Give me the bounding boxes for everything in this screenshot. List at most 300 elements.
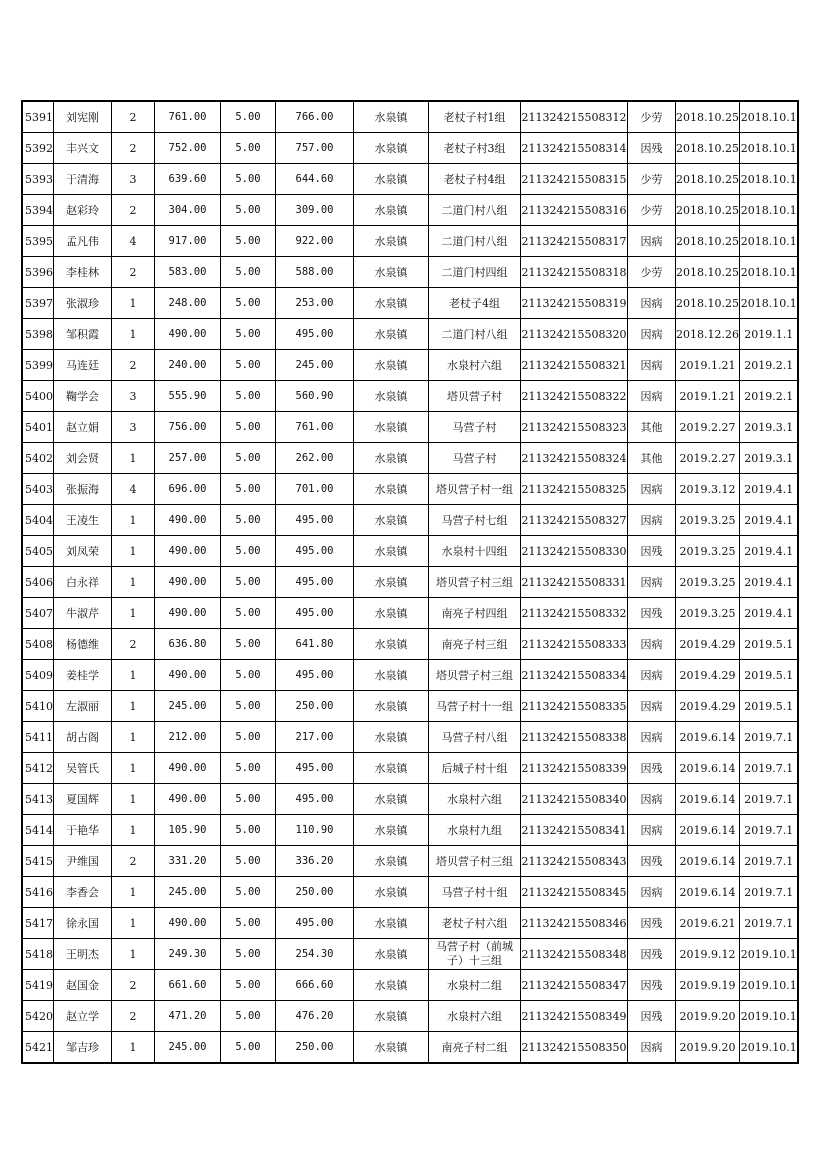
total-amount-cell: 250.00 bbox=[276, 877, 354, 908]
subsidy-amount-cell: 761.00 bbox=[155, 101, 221, 133]
total-amount-cell: 476.20 bbox=[276, 1001, 354, 1032]
start-date-cell: 2019.5.1 bbox=[739, 660, 798, 691]
id-number-cell: 211324215508330 bbox=[521, 536, 628, 567]
reason-cell: 因残 bbox=[628, 133, 676, 164]
name-cell: 姜桂学 bbox=[54, 660, 112, 691]
row-number: 5419 bbox=[22, 970, 54, 1001]
row-number: 5391 bbox=[22, 101, 54, 133]
name-cell: 尹维国 bbox=[54, 846, 112, 877]
approval-date-cell: 2019.3.25 bbox=[676, 536, 740, 567]
town-cell: 水泉镇 bbox=[354, 133, 429, 164]
row-number: 5416 bbox=[22, 877, 54, 908]
approval-date-cell: 2019.6.14 bbox=[676, 846, 740, 877]
approval-date-cell: 2019.3.25 bbox=[676, 567, 740, 598]
total-amount-cell: 495.00 bbox=[276, 319, 354, 350]
subsidy-amount-cell: 245.00 bbox=[155, 691, 221, 722]
household-size-cell: 1 bbox=[112, 567, 155, 598]
approval-date-cell: 2019.2.27 bbox=[676, 412, 740, 443]
id-number-cell: 211324215508325 bbox=[521, 474, 628, 505]
village-group-cell: 二道门村八组 bbox=[429, 319, 521, 350]
extra-amount-cell: 5.00 bbox=[221, 877, 276, 908]
town-cell: 水泉镇 bbox=[354, 226, 429, 257]
row-number: 5393 bbox=[22, 164, 54, 195]
row-number: 5394 bbox=[22, 195, 54, 226]
table-row bbox=[22, 133, 798, 164]
table-row bbox=[22, 319, 798, 350]
household-size-cell: 2 bbox=[112, 101, 155, 133]
subsidy-amount-cell: 490.00 bbox=[155, 784, 221, 815]
household-size-cell: 1 bbox=[112, 536, 155, 567]
start-date-cell: 2019.10.1 bbox=[739, 970, 798, 1001]
reason-cell: 因病 bbox=[628, 319, 676, 350]
total-amount-cell: 495.00 bbox=[276, 598, 354, 629]
table-row bbox=[22, 474, 798, 505]
town-cell: 水泉镇 bbox=[354, 505, 429, 536]
approval-date-cell: 2019.1.21 bbox=[676, 381, 740, 412]
id-number-cell: 211324215508317 bbox=[521, 226, 628, 257]
reason-cell: 因残 bbox=[628, 536, 676, 567]
start-date-cell: 2019.4.1 bbox=[739, 567, 798, 598]
id-number-cell: 211324215508316 bbox=[521, 195, 628, 226]
town-cell: 水泉镇 bbox=[354, 784, 429, 815]
household-size-cell: 1 bbox=[112, 443, 155, 474]
town-cell: 水泉镇 bbox=[354, 753, 429, 784]
row-number: 5395 bbox=[22, 226, 54, 257]
table-row bbox=[22, 1032, 798, 1064]
row-number: 5402 bbox=[22, 443, 54, 474]
extra-amount-cell: 5.00 bbox=[221, 226, 276, 257]
subsidy-amount-cell: 245.00 bbox=[155, 1032, 221, 1064]
name-cell: 张淑珍 bbox=[54, 288, 112, 319]
town-cell: 水泉镇 bbox=[354, 101, 429, 133]
subsidy-amount-cell: 331.20 bbox=[155, 846, 221, 877]
reason-cell: 因病 bbox=[628, 567, 676, 598]
table-row bbox=[22, 536, 798, 567]
extra-amount-cell: 5.00 bbox=[221, 1032, 276, 1064]
id-number-cell: 211324215508321 bbox=[521, 350, 628, 381]
total-amount-cell: 495.00 bbox=[276, 784, 354, 815]
village-group-cell: 水泉村六组 bbox=[429, 784, 521, 815]
approval-date-cell: 2019.9.12 bbox=[676, 939, 740, 970]
row-number: 5400 bbox=[22, 381, 54, 412]
name-cell: 于清海 bbox=[54, 164, 112, 195]
row-number: 5418 bbox=[22, 939, 54, 970]
start-date-cell: 2019.7.1 bbox=[739, 846, 798, 877]
approval-date-cell: 2019.4.29 bbox=[676, 691, 740, 722]
name-cell: 王明杰 bbox=[54, 939, 112, 970]
id-number-cell: 211324215508341 bbox=[521, 815, 628, 846]
extra-amount-cell: 5.00 bbox=[221, 536, 276, 567]
household-size-cell: 1 bbox=[112, 691, 155, 722]
extra-amount-cell: 5.00 bbox=[221, 567, 276, 598]
name-cell: 邹吉珍 bbox=[54, 1032, 112, 1064]
approval-date-cell: 2019.3.25 bbox=[676, 505, 740, 536]
household-size-cell: 1 bbox=[112, 288, 155, 319]
name-cell: 李香会 bbox=[54, 877, 112, 908]
village-group-cell: 南亮子村二组 bbox=[429, 1032, 521, 1064]
total-amount-cell: 766.00 bbox=[276, 101, 354, 133]
approval-date-cell: 2019.6.14 bbox=[676, 753, 740, 784]
village-group-cell: 二道门村八组 bbox=[429, 226, 521, 257]
household-size-cell: 1 bbox=[112, 753, 155, 784]
total-amount-cell: 761.00 bbox=[276, 412, 354, 443]
village-group-cell: 老杖子村4组 bbox=[429, 164, 521, 195]
start-date-cell: 2019.7.1 bbox=[739, 753, 798, 784]
id-number-cell: 211324215508348 bbox=[521, 939, 628, 970]
household-size-cell: 2 bbox=[112, 195, 155, 226]
household-size-cell: 1 bbox=[112, 815, 155, 846]
approval-date-cell: 2018.10.25 bbox=[676, 101, 740, 133]
name-cell: 鞠学会 bbox=[54, 381, 112, 412]
row-number: 5408 bbox=[22, 629, 54, 660]
row-number: 5398 bbox=[22, 319, 54, 350]
id-number-cell: 211324215508347 bbox=[521, 970, 628, 1001]
id-number-cell: 211324215508349 bbox=[521, 1001, 628, 1032]
village-group-cell: 二道门村四组 bbox=[429, 257, 521, 288]
approval-date-cell: 2019.6.14 bbox=[676, 784, 740, 815]
table-row bbox=[22, 164, 798, 195]
row-number: 5412 bbox=[22, 753, 54, 784]
start-date-cell: 2019.7.1 bbox=[739, 877, 798, 908]
start-date-cell: 2019.10.1 bbox=[739, 1001, 798, 1032]
total-amount-cell: 588.00 bbox=[276, 257, 354, 288]
subsidy-amount-cell: 105.90 bbox=[155, 815, 221, 846]
extra-amount-cell: 5.00 bbox=[221, 443, 276, 474]
reason-cell: 少劳 bbox=[628, 101, 676, 133]
village-group-cell: 水泉村二组 bbox=[429, 970, 521, 1001]
table-row bbox=[22, 381, 798, 412]
start-date-cell: 2019.5.1 bbox=[739, 691, 798, 722]
village-group-cell: 马营子村八组 bbox=[429, 722, 521, 753]
subsidy-amount-cell: 490.00 bbox=[155, 505, 221, 536]
row-number: 5397 bbox=[22, 288, 54, 319]
start-date-cell: 2018.10.1 bbox=[739, 101, 798, 133]
table-row bbox=[22, 784, 798, 815]
table-row bbox=[22, 350, 798, 381]
village-group-cell: 老杖子村1组 bbox=[429, 101, 521, 133]
total-amount-cell: 245.00 bbox=[276, 350, 354, 381]
extra-amount-cell: 5.00 bbox=[221, 288, 276, 319]
town-cell: 水泉镇 bbox=[354, 970, 429, 1001]
town-cell: 水泉镇 bbox=[354, 164, 429, 195]
total-amount-cell: 250.00 bbox=[276, 691, 354, 722]
name-cell: 赵国金 bbox=[54, 970, 112, 1001]
village-group-cell: 马营子村七组 bbox=[429, 505, 521, 536]
start-date-cell: 2019.4.1 bbox=[739, 536, 798, 567]
reason-cell: 因病 bbox=[628, 784, 676, 815]
approval-date-cell: 2019.6.14 bbox=[676, 722, 740, 753]
subsidy-amount-cell: 490.00 bbox=[155, 319, 221, 350]
table-row bbox=[22, 505, 798, 536]
total-amount-cell: 666.60 bbox=[276, 970, 354, 1001]
name-cell: 王凌生 bbox=[54, 505, 112, 536]
total-amount-cell: 701.00 bbox=[276, 474, 354, 505]
subsidy-amount-cell: 752.00 bbox=[155, 133, 221, 164]
id-number-cell: 211324215508346 bbox=[521, 908, 628, 939]
name-cell: 刘会贤 bbox=[54, 443, 112, 474]
town-cell: 水泉镇 bbox=[354, 939, 429, 970]
subsidy-amount-cell: 555.90 bbox=[155, 381, 221, 412]
total-amount-cell: 641.80 bbox=[276, 629, 354, 660]
subsidy-amount-cell: 490.00 bbox=[155, 536, 221, 567]
name-cell: 刘宪刚 bbox=[54, 101, 112, 133]
subsidy-amount-cell: 490.00 bbox=[155, 908, 221, 939]
village-group-cell: 塔贝营子村三组 bbox=[429, 660, 521, 691]
approval-date-cell: 2019.1.21 bbox=[676, 350, 740, 381]
table-row bbox=[22, 226, 798, 257]
household-size-cell: 1 bbox=[112, 660, 155, 691]
town-cell: 水泉镇 bbox=[354, 877, 429, 908]
table-row bbox=[22, 598, 798, 629]
row-number: 5403 bbox=[22, 474, 54, 505]
name-cell: 马连廷 bbox=[54, 350, 112, 381]
town-cell: 水泉镇 bbox=[354, 846, 429, 877]
subsidy-amount-cell: 696.00 bbox=[155, 474, 221, 505]
household-size-cell: 1 bbox=[112, 598, 155, 629]
extra-amount-cell: 5.00 bbox=[221, 412, 276, 443]
town-cell: 水泉镇 bbox=[354, 288, 429, 319]
town-cell: 水泉镇 bbox=[354, 691, 429, 722]
total-amount-cell: 336.20 bbox=[276, 846, 354, 877]
name-cell: 邹积霞 bbox=[54, 319, 112, 350]
reason-cell: 因病 bbox=[628, 1032, 676, 1064]
extra-amount-cell: 5.00 bbox=[221, 846, 276, 877]
town-cell: 水泉镇 bbox=[354, 381, 429, 412]
id-number-cell: 211324215508334 bbox=[521, 660, 628, 691]
reason-cell: 因残 bbox=[628, 598, 676, 629]
row-number: 5406 bbox=[22, 567, 54, 598]
name-cell: 孟凡伟 bbox=[54, 226, 112, 257]
household-size-cell: 4 bbox=[112, 226, 155, 257]
name-cell: 赵立娟 bbox=[54, 412, 112, 443]
village-group-cell: 南亮子村三组 bbox=[429, 629, 521, 660]
name-cell: 刘凤荣 bbox=[54, 536, 112, 567]
village-group-cell: 水泉村九组 bbox=[429, 815, 521, 846]
table-row bbox=[22, 815, 798, 846]
table-row bbox=[22, 970, 798, 1001]
village-group-cell: 水泉村六组 bbox=[429, 1001, 521, 1032]
reason-cell: 少劳 bbox=[628, 195, 676, 226]
extra-amount-cell: 5.00 bbox=[221, 381, 276, 412]
total-amount-cell: 495.00 bbox=[276, 505, 354, 536]
id-number-cell: 211324215508339 bbox=[521, 753, 628, 784]
start-date-cell: 2019.7.1 bbox=[739, 908, 798, 939]
household-size-cell: 1 bbox=[112, 319, 155, 350]
subsidy-amount-cell: 636.80 bbox=[155, 629, 221, 660]
name-cell: 吴管氏 bbox=[54, 753, 112, 784]
row-number: 5413 bbox=[22, 784, 54, 815]
approval-date-cell: 2018.10.25 bbox=[676, 257, 740, 288]
row-number: 5399 bbox=[22, 350, 54, 381]
approval-date-cell: 2019.4.29 bbox=[676, 660, 740, 691]
extra-amount-cell: 5.00 bbox=[221, 660, 276, 691]
start-date-cell: 2018.10.1 bbox=[739, 133, 798, 164]
id-number-cell: 211324215508343 bbox=[521, 846, 628, 877]
reason-cell: 因残 bbox=[628, 753, 676, 784]
village-group-cell: 水泉村十四组 bbox=[429, 536, 521, 567]
table-row bbox=[22, 939, 798, 970]
subsidy-amount-cell: 304.00 bbox=[155, 195, 221, 226]
household-table bbox=[21, 100, 799, 1064]
reason-cell: 因病 bbox=[628, 350, 676, 381]
town-cell: 水泉镇 bbox=[354, 598, 429, 629]
subsidy-amount-cell: 245.00 bbox=[155, 877, 221, 908]
table-row bbox=[22, 846, 798, 877]
id-number-cell: 211324215508331 bbox=[521, 567, 628, 598]
extra-amount-cell: 5.00 bbox=[221, 195, 276, 226]
extra-amount-cell: 5.00 bbox=[221, 908, 276, 939]
extra-amount-cell: 5.00 bbox=[221, 257, 276, 288]
name-cell: 张振海 bbox=[54, 474, 112, 505]
reason-cell: 因残 bbox=[628, 939, 676, 970]
village-group-cell: 塔贝营子村三组 bbox=[429, 846, 521, 877]
name-cell: 胡占阁 bbox=[54, 722, 112, 753]
table-row bbox=[22, 753, 798, 784]
reason-cell: 因病 bbox=[628, 226, 676, 257]
row-number: 5414 bbox=[22, 815, 54, 846]
start-date-cell: 2019.7.1 bbox=[739, 815, 798, 846]
table-row bbox=[22, 660, 798, 691]
name-cell: 夏国辉 bbox=[54, 784, 112, 815]
row-number: 5410 bbox=[22, 691, 54, 722]
subsidy-amount-cell: 490.00 bbox=[155, 598, 221, 629]
start-date-cell: 2019.2.1 bbox=[739, 381, 798, 412]
village-group-cell: 马营子村 bbox=[429, 443, 521, 474]
subsidy-amount-cell: 212.00 bbox=[155, 722, 221, 753]
total-amount-cell: 495.00 bbox=[276, 908, 354, 939]
household-size-cell: 3 bbox=[112, 412, 155, 443]
household-size-cell: 2 bbox=[112, 970, 155, 1001]
extra-amount-cell: 5.00 bbox=[221, 505, 276, 536]
reason-cell: 其他 bbox=[628, 443, 676, 474]
approval-date-cell: 2019.9.20 bbox=[676, 1001, 740, 1032]
id-number-cell: 211324215508318 bbox=[521, 257, 628, 288]
village-group-cell: 南亮子村四组 bbox=[429, 598, 521, 629]
name-cell: 赵立学 bbox=[54, 1001, 112, 1032]
village-group-cell: 马营子村 bbox=[429, 412, 521, 443]
approval-date-cell: 2018.10.25 bbox=[676, 226, 740, 257]
table-row bbox=[22, 629, 798, 660]
extra-amount-cell: 5.00 bbox=[221, 133, 276, 164]
approval-date-cell: 2018.10.25 bbox=[676, 133, 740, 164]
town-cell: 水泉镇 bbox=[354, 319, 429, 350]
household-size-cell: 2 bbox=[112, 629, 155, 660]
approval-date-cell: 2019.6.21 bbox=[676, 908, 740, 939]
name-cell: 丰兴文 bbox=[54, 133, 112, 164]
approval-date-cell: 2018.10.25 bbox=[676, 195, 740, 226]
id-number-cell: 211324215508338 bbox=[521, 722, 628, 753]
total-amount-cell: 757.00 bbox=[276, 133, 354, 164]
town-cell: 水泉镇 bbox=[354, 1001, 429, 1032]
name-cell: 徐永国 bbox=[54, 908, 112, 939]
village-group-cell: 塔贝营子村三组 bbox=[429, 567, 521, 598]
row-number: 5396 bbox=[22, 257, 54, 288]
id-number-cell: 211324215508312 bbox=[521, 101, 628, 133]
household-size-cell: 2 bbox=[112, 1001, 155, 1032]
reason-cell: 因病 bbox=[628, 691, 676, 722]
household-size-cell: 4 bbox=[112, 474, 155, 505]
table-row bbox=[22, 691, 798, 722]
household-size-cell: 1 bbox=[112, 939, 155, 970]
extra-amount-cell: 5.00 bbox=[221, 722, 276, 753]
start-date-cell: 2019.3.1 bbox=[739, 412, 798, 443]
household-size-cell: 2 bbox=[112, 257, 155, 288]
table-row bbox=[22, 101, 798, 133]
reason-cell: 因病 bbox=[628, 629, 676, 660]
name-cell: 牛淑芹 bbox=[54, 598, 112, 629]
total-amount-cell: 495.00 bbox=[276, 753, 354, 784]
village-group-cell: 塔贝营子村一组 bbox=[429, 474, 521, 505]
total-amount-cell: 495.00 bbox=[276, 536, 354, 567]
id-number-cell: 211324215508332 bbox=[521, 598, 628, 629]
approval-date-cell: 2019.9.19 bbox=[676, 970, 740, 1001]
household-size-cell: 2 bbox=[112, 133, 155, 164]
reason-cell: 因病 bbox=[628, 660, 676, 691]
subsidy-amount-cell: 583.00 bbox=[155, 257, 221, 288]
village-group-cell: 后城子村十组 bbox=[429, 753, 521, 784]
total-amount-cell: 309.00 bbox=[276, 195, 354, 226]
village-group-cell: 水泉村六组 bbox=[429, 350, 521, 381]
start-date-cell: 2018.10.1 bbox=[739, 288, 798, 319]
start-date-cell: 2019.1.1 bbox=[739, 319, 798, 350]
town-cell: 水泉镇 bbox=[354, 257, 429, 288]
subsidy-amount-cell: 240.00 bbox=[155, 350, 221, 381]
household-size-cell: 1 bbox=[112, 784, 155, 815]
total-amount-cell: 495.00 bbox=[276, 660, 354, 691]
id-number-cell: 211324215508320 bbox=[521, 319, 628, 350]
subsidy-amount-cell: 490.00 bbox=[155, 753, 221, 784]
household-size-cell: 1 bbox=[112, 877, 155, 908]
extra-amount-cell: 5.00 bbox=[221, 1001, 276, 1032]
start-date-cell: 2019.5.1 bbox=[739, 629, 798, 660]
town-cell: 水泉镇 bbox=[354, 474, 429, 505]
reason-cell: 因病 bbox=[628, 381, 676, 412]
total-amount-cell: 262.00 bbox=[276, 443, 354, 474]
id-number-cell: 211324215508327 bbox=[521, 505, 628, 536]
reason-cell: 因病 bbox=[628, 815, 676, 846]
town-cell: 水泉镇 bbox=[354, 443, 429, 474]
start-date-cell: 2018.10.1 bbox=[739, 164, 798, 195]
approval-date-cell: 2019.2.27 bbox=[676, 443, 740, 474]
town-cell: 水泉镇 bbox=[354, 567, 429, 598]
id-number-cell: 211324215508333 bbox=[521, 629, 628, 660]
total-amount-cell: 495.00 bbox=[276, 567, 354, 598]
household-size-cell: 1 bbox=[112, 505, 155, 536]
id-number-cell: 211324215508315 bbox=[521, 164, 628, 195]
reason-cell: 因残 bbox=[628, 846, 676, 877]
town-cell: 水泉镇 bbox=[354, 629, 429, 660]
row-number: 5401 bbox=[22, 412, 54, 443]
table-body bbox=[22, 101, 798, 1063]
id-number-cell: 211324215508335 bbox=[521, 691, 628, 722]
extra-amount-cell: 5.00 bbox=[221, 164, 276, 195]
reason-cell: 因病 bbox=[628, 288, 676, 319]
table-row bbox=[22, 1001, 798, 1032]
extra-amount-cell: 5.00 bbox=[221, 691, 276, 722]
table-row bbox=[22, 443, 798, 474]
reason-cell: 因病 bbox=[628, 474, 676, 505]
reason-cell: 少劳 bbox=[628, 164, 676, 195]
subsidy-amount-cell: 490.00 bbox=[155, 660, 221, 691]
row-number: 5409 bbox=[22, 660, 54, 691]
subsidy-amount-cell: 917.00 bbox=[155, 226, 221, 257]
id-number-cell: 211324215508345 bbox=[521, 877, 628, 908]
approval-date-cell: 2019.3.12 bbox=[676, 474, 740, 505]
town-cell: 水泉镇 bbox=[354, 722, 429, 753]
reason-cell: 因残 bbox=[628, 1001, 676, 1032]
total-amount-cell: 253.00 bbox=[276, 288, 354, 319]
id-number-cell: 211324215508314 bbox=[521, 133, 628, 164]
